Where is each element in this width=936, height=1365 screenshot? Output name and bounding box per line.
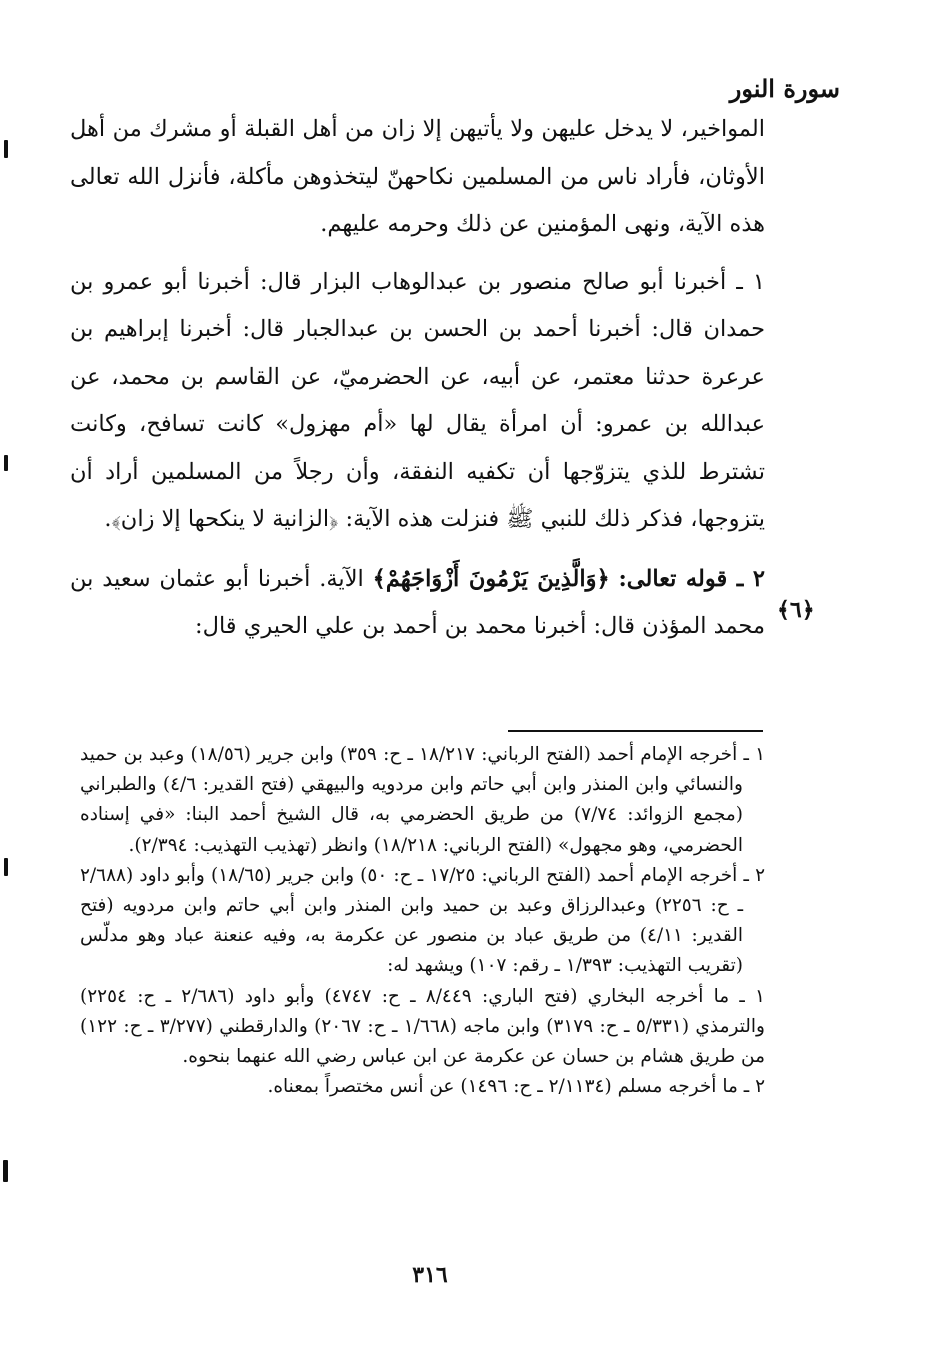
paragraph-narration-1: ١ ـ أخبرنا أبو صالح منصور بن عبدالوهاب البزار قال: أخبرنا أبو عمرو بن حمدان قال: أخبرنا أحمد بن الحسن بن عبدالجبار قال: أخبرنا إبراهيم بن عرعرة حدثنا معتمر، عن أبيه، عن الحضرميّ، عن القاسم بن محمد، عن عبدالله بن عمرو: أن امرأة يقال لها «أم مهزول» كانت تسافح، وكانت تشترط للذي يتزوّجها أن تكفيه النفقة، وأن رجلاً من المسلمين أراد أن يتزوجها، فذكر ذلك للنبي ﷺ فنزلت هذه الآية: ﴿الزانية لا ينكحها إلا زان﴾. xyxy=(70,268,765,532)
verse-heading: ٢ ـ قوله تعالى: xyxy=(618,565,765,592)
margin-mark xyxy=(3,1160,8,1182)
page-number: ٣١٦ xyxy=(412,1262,448,1288)
footnote-2-witness-2: ٢ ـ ما أخرجه مسلم (٢/١١٣٤ ـ ح: ١٤٩٦) عن أنس مختصراً بمعناه. xyxy=(267,1076,765,1098)
main-text xyxy=(70,106,765,651)
quranic-verse: ﴿وَالَّذِينَ يَرْمُونَ أَزْوَاجَهُمْ﴾ xyxy=(372,565,610,592)
margin-mark xyxy=(4,455,8,471)
verse-number-marker: ﴿٦﴾ xyxy=(777,597,815,623)
margin-mark xyxy=(4,140,8,158)
paragraph-verse-6 xyxy=(70,556,765,651)
narration-2-text: الآية. أخبرنا أبو عثمان سعيد بن محمد المؤذن قال: أخبرنا محمد بن أحمد بن علي الحيري قال: xyxy=(70,565,765,639)
footnote-1: ١ ـ أخرجه الإمام أحمد (الفتح الرباني: ١٨/٢١٧ ـ ح: ٣٥٩) وابن جرير (١٨/٥٦) وعبد بن حميد والنسائي وابن المنذر وابن أبي حاتم وابن مردويه والبيهقي (فتح القدير: ٤/٦) والطبراني (مجمع الزوائد: ٧/٧٤) من طريق الحضرمي به، قال الشيخ أحمد البنا: «في إسناده الحضرمي، وهو مجهول» (الفتح الرباني: ١٨/٢١٨) وانظر (تهذيب التهذيب: ٢/٣٩٤). xyxy=(80,744,766,856)
paragraph-intro: المواخير، لا يدخل عليهن ولا يأتيهن إلا زان من أهل القبلة أو مشرك من أهل الأوثان، فأراد ناس من المسلمين نكاحهنّ ليتخذوهن مأكلة، فأنزل الله تعالى هذه الآية، ونهى المؤمنين عن ذلك وحرمه عليهم. xyxy=(70,116,765,237)
footnotes-section xyxy=(80,740,765,1102)
footnote-2-witness-1: ١ ـ ما أخرجه البخاري (فتح الباري: ٨/٤٤٩ ـ ح: ٤٧٤٧) وأبو داود (٢/٦٨٦ ـ ح: ٢٢٥٤) والترمذي (٥/٣٣١ ـ ح: ٣١٧٩) وابن ماجه (١/٦٦٨ ـ ح: ٢٠٦٧) والدارقطني (٣/٢٧٧ ـ ح: ١٢٢) من طريق هشام بن حسان عن عكرمة عن ابن عباس رضي الله عنهما بنحوه. xyxy=(80,985,765,1068)
running-header-surah-title: سورة النور xyxy=(729,74,840,103)
footnote-2: ٢ ـ أخرجه الإمام أحمد (الفتح الرباني: ١٧/٢٥ ـ ح: ٥٠) وابن جرير (١٨/٦٥) وأبو داود (٢/٦٨٨ ـ ح: ٢٢٥٦) وعبدالرزاق وعبد بن حميد وابن المنذر وابن أبي حاتم وابن مردويه (فتح القدير: ٤/١١) من طريق عباد بن منصور عن عكرمة به، وفيه عنعنة عباد وهو مدلّس (تقريب التهذيب: ١/٣٩٣ ـ رقم: ١٠٧) ويشهد له: xyxy=(80,864,765,977)
footnote-divider xyxy=(508,730,763,732)
margin-mark xyxy=(4,858,8,876)
